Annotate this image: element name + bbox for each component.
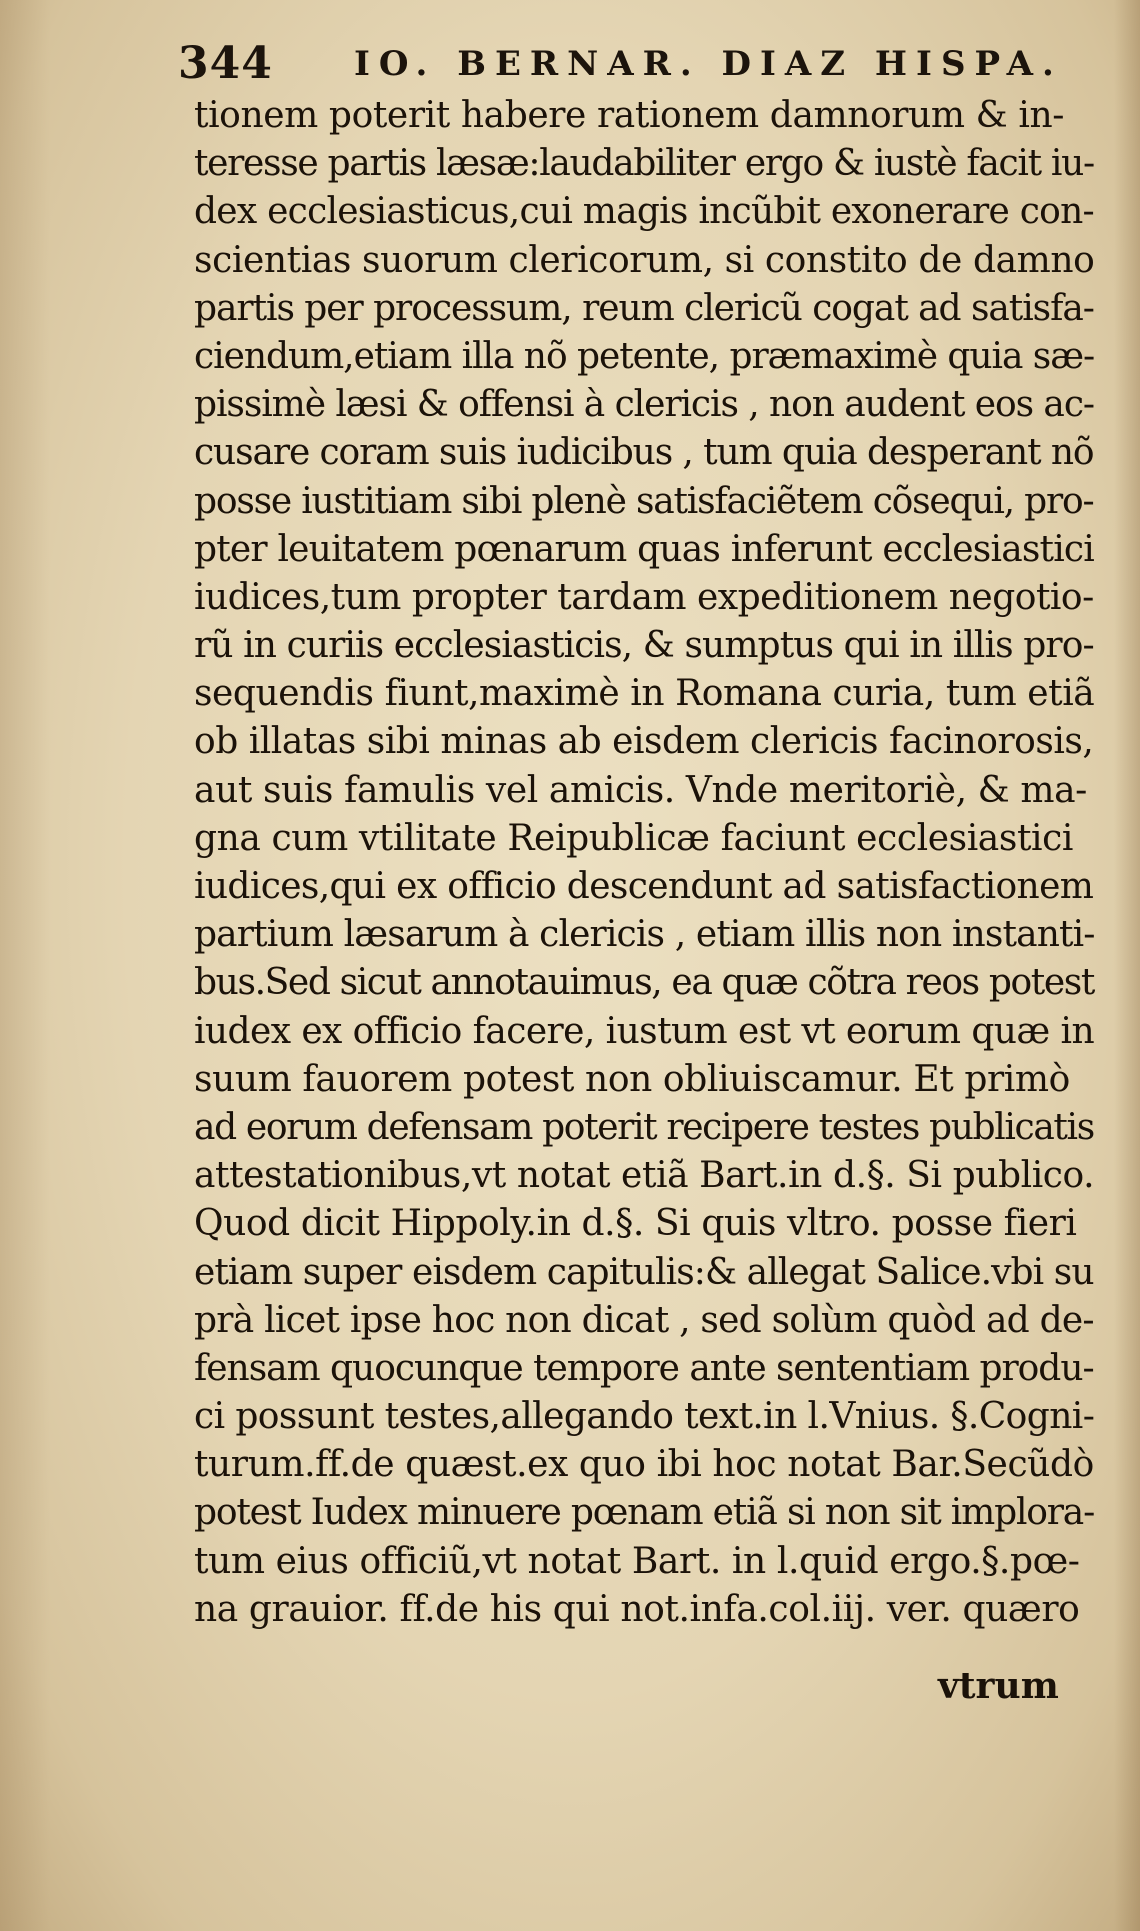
running-head: IO. BERNAR. DIAZ HISPA.: [354, 44, 1063, 84]
text-line: bus.Sed sicut annotauimus, ea quæ cõtra reos potest: [194, 962, 1094, 1004]
text-line: turum.ff.de quæst.ex quo ibi hoc notat Bar.Secũdò: [194, 1444, 1094, 1486]
text-line: ad eorum defensam poterit recipere testes publicatis: [194, 1106, 1094, 1148]
text-line: ciendum,etiam illa nõ petente, præmaximè quia sæ-: [194, 335, 1095, 377]
text-line: cusare coram suis iudicibus , tum quia desperant nõ: [194, 432, 1094, 474]
text-line: suum fauorem potest non obliuiscamur. Et primò: [194, 1058, 1070, 1100]
text-line: etiam super eisdem capitulis:& allegat Salice.vbi su: [194, 1251, 1094, 1293]
text-line: iudices,qui ex officio descendunt ad satisfactionem: [194, 866, 1094, 907]
page-gutter-shadow: [0, 0, 50, 1931]
text-line: scientias suorum clericorum, si constito de damno: [194, 239, 1095, 281]
text-line: partis per processum, reum clericũ cogat ad satisfa-: [194, 287, 1094, 329]
text-line: pter leuitatem pœnarum quas inferunt ecclesiastici: [194, 528, 1094, 570]
text-line: sequendis fiunt,maximè in Romana curia, tum etiã: [194, 673, 1095, 715]
text-line: dex ecclesiasticus,cui magis incũbit exonerare con-: [194, 191, 1094, 233]
text-line: attestationibus,vt notat etiã Bart.in d.§. Si publico.: [194, 1155, 1095, 1197]
text-line: teresse partis læsæ:laudabiliter ergo & iustè facit iu-: [194, 143, 1094, 185]
text-line: partium læsarum à clericis , etiam illis non instanti-: [194, 914, 1095, 956]
text-line: tionem poterit habere rationem damnorum & in-: [194, 95, 1065, 136]
page-header: [178, 34, 1063, 94]
text-line: tum eius officiũ,vt notat Bart. in l.quid ergo.§.pœ-: [194, 1540, 1080, 1582]
text-line: prà licet ipse hoc non dicat , sed solùm quòd ad de-: [194, 1299, 1094, 1341]
text-line: pissimè læsi & offensi à clericis , non audent eos ac-: [194, 384, 1094, 426]
page-edge-shadow: [1114, 0, 1140, 1931]
text-line: ob illatas sibi minas ab eisdem clericis facinorosis,: [194, 721, 1094, 763]
text-line: Quod dicit Hippoly.in d.§. Si quis vltro. posse fieri: [194, 1203, 1077, 1245]
catchword: vtrum: [938, 1665, 1059, 1707]
page-number: 344: [178, 38, 273, 89]
text-line: rũ in curiis ecclesiasticis, & sumptus qui in illis pro-: [194, 625, 1094, 667]
text-line: posse iustitiam sibi plenè satisfaciẽtem cõsequi, pro-: [194, 480, 1094, 522]
text-line: ci possunt testes,allegando text.in l.Vnius. §.Cogni-: [194, 1396, 1095, 1438]
text-line: iudices,tum propter tardam expeditionem negotio-: [194, 576, 1094, 618]
body-text: [194, 92, 1094, 1634]
text-line: aut suis famulis vel amicis. Vnde meritoriè, & ma-: [194, 769, 1087, 811]
text-line: na grauior. ff.de his qui not.infa.col.iij. ver. quæro: [194, 1588, 1080, 1630]
text-line: iudex ex officio facere, iustum est vt eorum quæ in: [194, 1010, 1095, 1052]
text-line: potest Iudex minuere pœnam etiã si non sit implora-: [194, 1492, 1095, 1534]
text-line: gna cum vtilitate Reipublicæ faciunt ecclesiastici: [194, 817, 1073, 859]
text-line: fensam quocunque tempore ante sententiam produ-: [194, 1347, 1094, 1389]
